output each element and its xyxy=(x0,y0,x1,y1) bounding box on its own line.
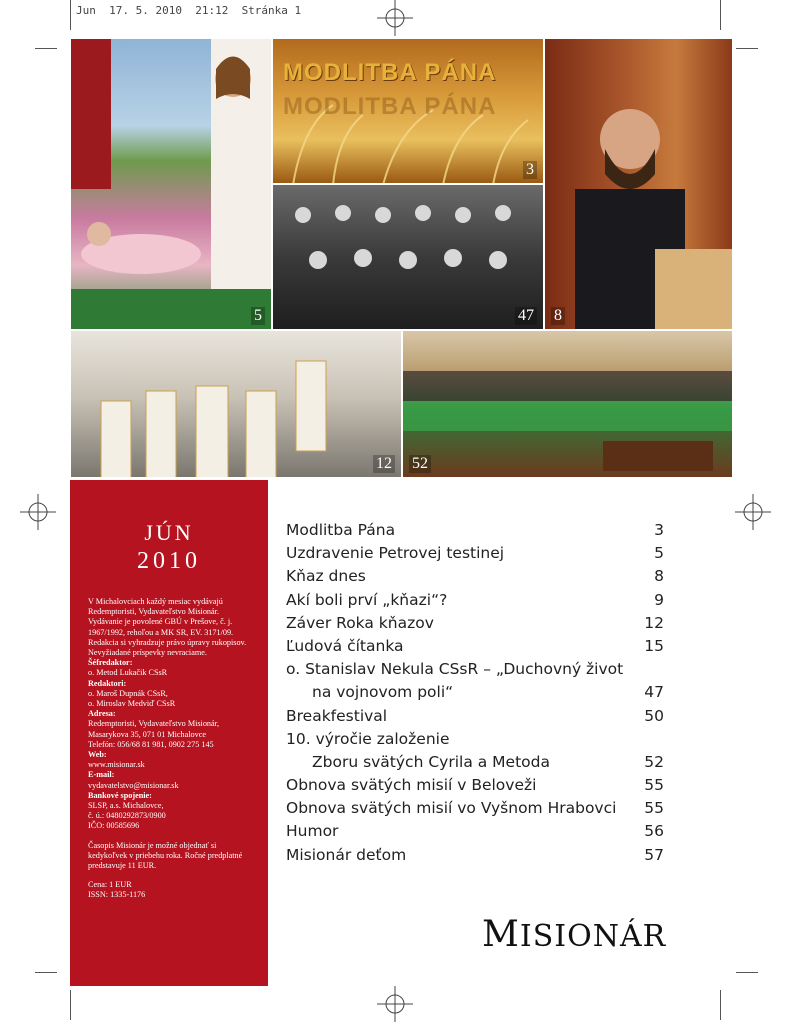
group-art xyxy=(273,185,544,330)
toc-entry-continuation[interactable] xyxy=(286,751,664,774)
print-header: Jun 17. 5. 2010 21:12 Stránka 1 xyxy=(76,4,302,17)
toc-page: 47 xyxy=(644,683,664,702)
toc-entry[interactable] xyxy=(286,658,664,681)
photo-modlitba-pana xyxy=(272,38,544,184)
toc-page: 9 xyxy=(654,590,664,609)
crop-mark xyxy=(736,48,758,49)
toc-title: o. Stanislav Nekula CSsR – „Duchovný život xyxy=(286,660,624,679)
toc-title: Obnova svätých misií vo Vyšnom Hrabovci xyxy=(286,799,617,818)
toc-page: 8 xyxy=(654,567,664,586)
crop-mark xyxy=(70,0,71,30)
toc-entry[interactable] xyxy=(286,589,664,612)
issue-month: JÚN xyxy=(144,520,194,545)
toc-entry[interactable] xyxy=(286,728,664,751)
editor-name: o. Metod Lukačik CSsR xyxy=(88,668,168,678)
toc-page: 55 xyxy=(644,799,664,818)
toc-title: na vojnovom poli“ xyxy=(312,683,454,702)
toc-page: 57 xyxy=(644,845,664,864)
toc-page: 55 xyxy=(644,776,664,795)
issue-year: 2010 xyxy=(137,548,201,574)
toc-entry[interactable] xyxy=(286,565,664,588)
photo-title: MODLITBA PÁNA xyxy=(283,59,497,86)
bank-info: č. ú.: 0480292873/0900 xyxy=(88,811,166,821)
toc-page: 15 xyxy=(644,636,664,655)
issn: ISSN: 1335-1176 xyxy=(88,890,146,900)
editor-label: Šéfredaktor: xyxy=(88,658,133,668)
issue-info-sidebar xyxy=(70,480,268,986)
photo-healing-illustration xyxy=(70,38,272,330)
toc-page: 50 xyxy=(644,706,664,725)
toc-title: Uzdravenie Petrovej testinej xyxy=(286,544,505,563)
toc-title: Ľudová čítanka xyxy=(286,636,404,655)
toc-entry[interactable] xyxy=(286,635,664,658)
toc-title: Humor xyxy=(286,822,339,841)
toc-entry[interactable] xyxy=(286,612,664,635)
email-link[interactable]: vydavatelstvo@misionar.sk xyxy=(88,780,179,790)
crop-mark xyxy=(736,972,758,973)
photo-title-echo: MODLITBA PÁNA xyxy=(283,93,497,120)
crop-mark xyxy=(720,0,721,30)
procession-art xyxy=(71,331,402,478)
priest-art xyxy=(545,39,733,330)
photo-priest-speaking xyxy=(544,38,733,330)
registration-mark-icon xyxy=(377,0,413,36)
page-number-badge: 5 xyxy=(251,307,265,325)
phone: Telefón: 056/68 81 981, 0902 275 145 xyxy=(88,739,214,749)
order-note: Časopis Misionár je možné objednať si kedykoľvek v priebehu roka. Ročné predplatné predstavuje 11 EUR. xyxy=(88,840,243,871)
page-number-badge: 12 xyxy=(373,455,395,473)
magazine-masthead xyxy=(482,914,666,955)
crop-mark xyxy=(720,990,721,1020)
toc-title: Zboru svätých Cyrila a Metoda xyxy=(312,752,550,771)
toc-title: Misionár deťom xyxy=(286,845,407,864)
editors-label: Redaktori: xyxy=(88,678,127,688)
toc-title: Záver Roka kňazov xyxy=(286,613,434,632)
email-label: E-mail: xyxy=(88,770,115,780)
crop-mark xyxy=(35,48,57,49)
web-label: Web: xyxy=(88,750,107,760)
toc-title: Breakfestival xyxy=(286,706,388,725)
toc-entry[interactable] xyxy=(286,844,664,867)
address-label: Adresa: xyxy=(88,709,116,719)
registration-mark-icon xyxy=(20,494,56,530)
toc-title: Modlitba Pána xyxy=(286,521,396,539)
table-of-contents xyxy=(286,519,664,867)
masthead-rest: ISIONÁR xyxy=(519,919,667,954)
page-number-badge: 3 xyxy=(523,161,537,179)
price: Cena: 1 EUR xyxy=(88,880,132,890)
crop-mark xyxy=(70,990,71,1020)
registration-mark-icon xyxy=(735,494,771,530)
masthead-initial: M xyxy=(482,914,520,955)
toc-page: 56 xyxy=(644,822,664,841)
toc-page: 52 xyxy=(644,752,664,771)
toc-page: 3 xyxy=(654,521,664,539)
bank-info: SLSP, a.s. Michalovce, xyxy=(88,801,164,811)
editor-name: o. Maroš Dupnák CSsR, xyxy=(88,688,168,698)
toc-title: 10. výročie založenie xyxy=(286,729,450,748)
photo-choir xyxy=(402,330,733,478)
page-number-badge: 52 xyxy=(409,455,431,473)
toc-entry[interactable] xyxy=(286,519,664,542)
page-number-badge: 47 xyxy=(515,307,537,325)
choir-art xyxy=(403,331,733,478)
editor-name: o. Miroslav Medviď CSsR xyxy=(88,699,176,709)
toc-title: Akí boli prví „kňazi“? xyxy=(286,590,448,609)
publisher-info xyxy=(88,597,254,901)
toc-entry[interactable] xyxy=(286,820,664,843)
toc-entry[interactable] xyxy=(286,797,664,820)
toc-page: 12 xyxy=(644,613,664,632)
registration-mark-icon xyxy=(377,986,413,1022)
toc-title: Obnova svätých misií v Beloveži xyxy=(286,776,537,795)
crop-mark xyxy=(35,972,57,973)
toc-entry[interactable] xyxy=(286,705,664,728)
photo-priests-group xyxy=(272,184,544,330)
photo-procession xyxy=(70,330,402,478)
toc-entry[interactable] xyxy=(286,774,664,797)
bank-label: Bankové spojenie: xyxy=(88,790,152,800)
publisher-intro: V Michalovciach každý mesiac vydávajú Redemptoristi, Vydavateľstvo Misionár. Vydávanie je povolené GBÚ v Prešove, č. j. 1967/1992, rehoľou a MK SR, EV. 3171/09. Redakcia si vyhradzuje právo úpravy rukopisov. Nevyžiadané príspevky nevraciame. xyxy=(88,597,247,658)
toc-title: Kňaz dnes xyxy=(286,567,366,586)
toc-page: 5 xyxy=(654,544,664,563)
web-link[interactable]: www.misionar.sk xyxy=(88,760,145,770)
healing-scene-art xyxy=(71,39,272,330)
toc-entry-continuation[interactable] xyxy=(286,681,664,704)
toc-entry[interactable] xyxy=(286,542,664,565)
bank-info: IČO: 00585696 xyxy=(88,821,140,831)
page-number-badge: 8 xyxy=(551,307,565,325)
address: Redemptoristi, Vydavateľstvo Misionár, Masarykova 35, 071 01 Michalovce xyxy=(88,719,220,739)
